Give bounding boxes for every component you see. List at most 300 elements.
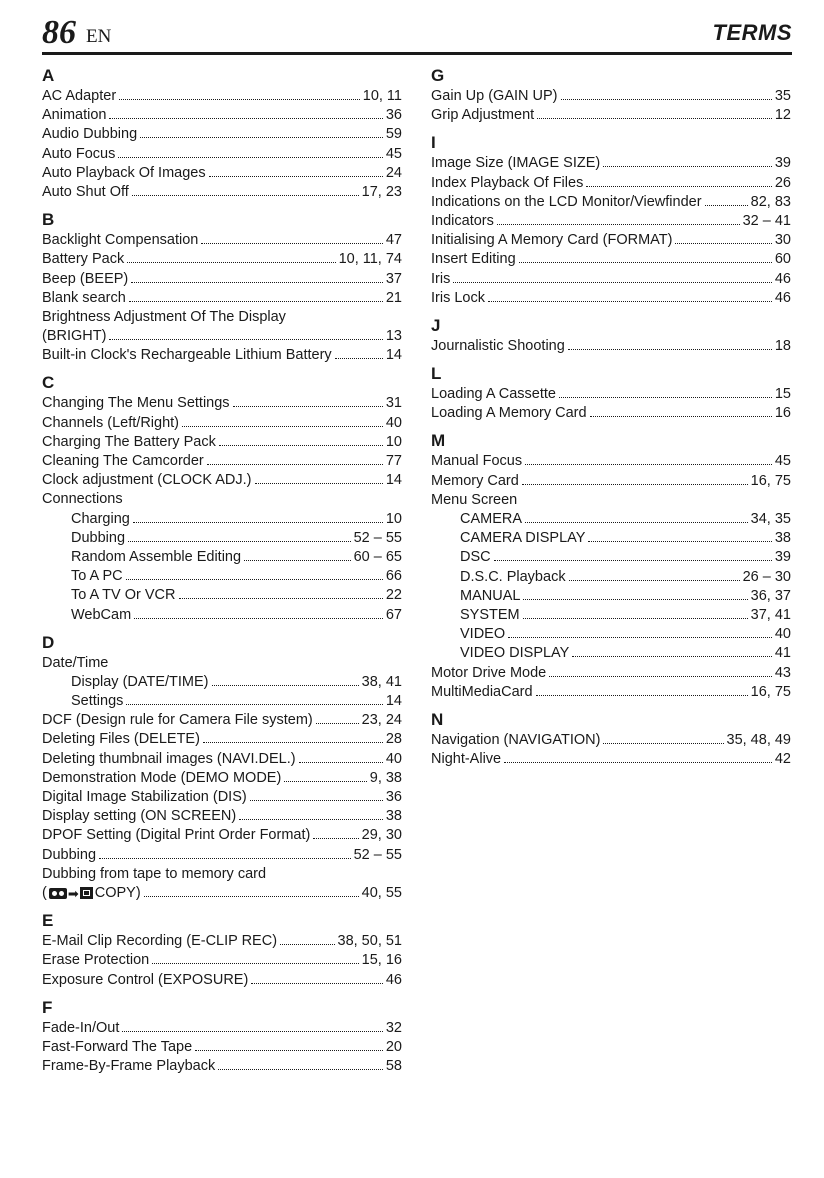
- entry-term: Fast-Forward The Tape: [42, 1038, 193, 1055]
- dot-leader: [195, 1046, 383, 1051]
- entry-pages: 46: [774, 289, 791, 306]
- entry-pages: 32 – 41: [742, 212, 791, 229]
- dot-leader: [561, 95, 772, 100]
- entry-pages: 16: [774, 405, 791, 422]
- dot-leader: [134, 614, 383, 619]
- index-entry: [42, 471, 402, 490]
- dot-leader: [207, 460, 383, 465]
- entry-pages: 30: [774, 232, 791, 249]
- entry-pages: 9, 38: [369, 769, 402, 786]
- dot-leader: [523, 595, 747, 600]
- index-entry: [42, 183, 402, 202]
- index-entry: [431, 212, 791, 231]
- entry-term: Gain Up (GAIN UP): [431, 88, 558, 104]
- dot-leader: [508, 633, 772, 638]
- index-entry: [431, 106, 791, 125]
- dot-leader: [675, 239, 771, 244]
- dot-leader: [133, 518, 383, 523]
- dot-leader: [280, 940, 334, 945]
- entry-term: Deleting Files (DELETE): [42, 731, 200, 748]
- index-entry: [42, 654, 402, 673]
- entry-term: Iris Lock: [431, 289, 485, 306]
- entry-term: Display setting (ON SCREEN): [42, 808, 237, 825]
- index-entry: [431, 250, 791, 269]
- entry-term: CAMERA DISPLAY: [460, 530, 586, 547]
- dot-leader: [129, 297, 383, 302]
- entry-term: Display (DATE/TIME): [71, 673, 209, 690]
- dot-leader: [453, 278, 772, 283]
- dot-leader: [233, 402, 383, 407]
- dot-leader: [536, 691, 748, 696]
- entry-pages: 39: [774, 155, 791, 172]
- index-entry: [431, 606, 791, 625]
- dot-leader: [251, 979, 383, 984]
- dot-leader: [144, 892, 359, 897]
- section-letter: E: [42, 911, 54, 931]
- entry-term: Grip Adjustment: [431, 107, 535, 124]
- dot-leader: [572, 652, 772, 657]
- dot-leader: [250, 796, 383, 801]
- dot-leader: [203, 738, 383, 743]
- dot-leader: [244, 556, 351, 561]
- index-entry: [42, 884, 402, 903]
- entry-term: Audio Dubbing: [42, 126, 138, 143]
- entry-term: Charging The Battery Pack: [42, 433, 216, 450]
- dot-leader: [494, 556, 772, 561]
- index-entry: [431, 452, 791, 471]
- index-entry: [42, 673, 402, 692]
- index-entry: [431, 529, 791, 548]
- entry-term: Indications on the LCD Monitor/Viewfinder: [431, 193, 702, 210]
- entry-term: D.S.C. Playback: [460, 568, 566, 585]
- entry-pages: 35: [774, 88, 791, 104]
- entry-pages: 41: [774, 645, 791, 662]
- entry-term: Initialising A Memory Card (FORMAT): [431, 232, 673, 249]
- index-column-right: [431, 64, 791, 769]
- dot-leader: [519, 258, 772, 263]
- dot-leader: [140, 133, 383, 138]
- entry-term: Demonstration Mode (DEMO MODE): [42, 769, 282, 786]
- dot-leader: [118, 153, 383, 158]
- dot-leader: [201, 239, 382, 244]
- index-entry: [431, 404, 791, 423]
- entry-term: Dubbing: [71, 529, 126, 546]
- entry-pages: 36, 37: [750, 587, 791, 604]
- section-letter: D: [42, 632, 55, 652]
- entry-pages: 36: [385, 789, 402, 805]
- index-entry: [42, 250, 402, 269]
- section-letter: L: [431, 364, 442, 384]
- entry-term: Auto Shut Off: [42, 183, 129, 200]
- entry-pages: 40: [385, 750, 402, 767]
- entry-term: Blank search: [42, 289, 126, 306]
- section-letter: B: [42, 210, 55, 230]
- entry-term: Animation: [42, 107, 107, 124]
- entry-term: Memory Card: [431, 472, 519, 489]
- index-entry: [42, 826, 402, 845]
- index-entry: [431, 231, 791, 250]
- dot-leader: [335, 354, 383, 359]
- dot-leader: [537, 114, 772, 119]
- entry-term: Image Size (IMAGE SIZE): [431, 155, 601, 172]
- entry-pages: 38: [385, 808, 402, 825]
- index-entry: [42, 414, 402, 433]
- dot-leader: [119, 95, 360, 100]
- entry-term: To A PC: [71, 568, 123, 585]
- section-letter: A: [42, 66, 55, 85]
- entry-term: Deleting thumbnail images (NAVI.DEL.): [42, 750, 296, 767]
- index-entry: [431, 270, 791, 289]
- entry-pages: 38, 41: [361, 673, 402, 690]
- index-entry: [431, 154, 791, 173]
- entry-pages: 36: [385, 107, 402, 124]
- entry-pages: 46: [385, 971, 402, 988]
- memory-card-icon: [80, 887, 93, 899]
- dot-leader: [122, 1027, 382, 1032]
- dot-leader: [126, 575, 383, 580]
- index-entry: [431, 587, 791, 606]
- entry-term: Loading A Memory Card: [431, 405, 587, 422]
- index-entry: [42, 490, 402, 509]
- index-entry: [42, 231, 402, 250]
- index-entry: [431, 491, 791, 510]
- index-entry: [42, 769, 402, 788]
- entry-pages: 45: [385, 145, 402, 162]
- dot-leader: [109, 114, 382, 119]
- entry-pages: 66: [385, 568, 402, 585]
- dot-leader: [179, 594, 383, 599]
- dot-leader: [705, 201, 748, 206]
- entry-term: E-Mail Clip Recording (E-CLIP REC): [42, 933, 278, 950]
- entry-pages: 14: [385, 472, 402, 489]
- entry-term: Dubbing from tape to memory card: [42, 865, 267, 882]
- index-entry: [42, 1019, 402, 1038]
- entry-term: Date/Time: [42, 654, 109, 671]
- index-entry: [42, 164, 402, 183]
- entry-pages: 39: [774, 549, 791, 566]
- entry-pages: 22: [385, 587, 402, 604]
- entry-pages: 20: [385, 1038, 402, 1055]
- section-letter: M: [431, 431, 446, 451]
- entry-pages: 67: [385, 606, 402, 623]
- entry-pages: 47: [385, 232, 402, 249]
- section-letter: G: [431, 66, 445, 85]
- entry-term: DSC: [460, 549, 491, 566]
- dot-leader: [603, 162, 772, 167]
- entry-pages: 26: [774, 174, 791, 191]
- index-entry: [42, 270, 402, 289]
- entry-term: Beep (BEEP): [42, 270, 129, 287]
- entry-term: VIDEO: [460, 626, 506, 643]
- dot-leader: [586, 182, 772, 187]
- dot-leader: [212, 681, 359, 686]
- language-code: EN: [86, 26, 112, 47]
- index-entry: [431, 683, 791, 702]
- dot-leader: [488, 297, 772, 302]
- entry-term: WebCam: [71, 606, 132, 623]
- entry-term: AC Adapter: [42, 88, 117, 104]
- index-entry: [42, 750, 402, 769]
- entry-pages: 24: [385, 164, 402, 181]
- index-entry: [431, 750, 791, 769]
- index-entry: [42, 692, 402, 711]
- index-entry: [42, 510, 402, 529]
- entry-term: [42, 884, 141, 903]
- dot-leader: [109, 335, 382, 340]
- index-entry: [42, 730, 402, 749]
- index-entry: [42, 932, 402, 951]
- index-entry: [431, 174, 791, 193]
- dot-leader: [549, 672, 772, 677]
- dot-leader: [131, 278, 383, 283]
- entry-term: (BRIGHT): [42, 328, 107, 345]
- entry-term: Journalistic Shooting: [431, 337, 565, 354]
- dot-leader: [523, 614, 748, 619]
- cassette-icon: [49, 888, 67, 899]
- index-entry: [42, 327, 402, 346]
- entry-pages: 40, 55: [361, 884, 402, 901]
- dot-leader: [316, 719, 359, 724]
- dot-leader: [126, 700, 382, 705]
- index-entry: [42, 452, 402, 471]
- dot-leader: [313, 834, 358, 839]
- dot-leader: [497, 220, 740, 225]
- entry-term: Random Assemble Editing: [71, 548, 242, 565]
- index-entry: [42, 788, 402, 807]
- entry-term: Charging: [71, 510, 130, 527]
- entry-pages: 60: [774, 251, 791, 268]
- index-entry: [42, 1057, 402, 1076]
- page-header: [42, 14, 792, 55]
- index-entry: [42, 846, 402, 865]
- dot-leader: [525, 518, 748, 523]
- index-entry: [42, 606, 402, 625]
- entry-term: SYSTEM: [460, 606, 520, 623]
- index-entry: [431, 548, 791, 567]
- index-entry: [42, 548, 402, 567]
- entry-pages: 52 – 55: [353, 529, 402, 546]
- entry-term: Motor Drive Mode: [431, 664, 547, 681]
- dot-leader: [590, 412, 772, 417]
- dot-leader: [559, 393, 772, 398]
- section-letter: J: [431, 315, 441, 335]
- arrow-right-icon: ➡: [67, 885, 79, 901]
- index-entry: [42, 529, 402, 548]
- index-entry: [431, 625, 791, 644]
- entry-pages: 16, 75: [750, 472, 791, 489]
- entry-pages: 10: [385, 433, 402, 450]
- index-entry: [431, 289, 791, 308]
- dot-leader: [127, 258, 335, 263]
- entry-pages: 35, 48, 49: [726, 731, 791, 748]
- dot-leader: [569, 576, 740, 581]
- index-entry: [42, 971, 402, 990]
- index-entry: [42, 586, 402, 605]
- entry-pages: 40: [385, 414, 402, 431]
- entry-pages: 31: [385, 395, 402, 412]
- entry-pages: 45: [774, 453, 791, 470]
- entry-term: Frame-By-Frame Playback: [42, 1058, 216, 1075]
- dot-leader: [239, 815, 383, 820]
- entry-pages: 38, 50, 51: [337, 933, 402, 950]
- entry-term: Clock adjustment (CLOCK ADJ.): [42, 472, 252, 489]
- entry-pages: 38: [774, 530, 791, 547]
- entry-pages: 26 – 30: [742, 568, 791, 585]
- entry-term: MANUAL: [460, 587, 521, 604]
- index-entry: [42, 865, 402, 884]
- dot-leader: [152, 959, 358, 964]
- index-entry: [42, 807, 402, 826]
- entry-pages: 77: [385, 453, 402, 469]
- entry-pages: 40: [774, 626, 791, 643]
- dot-leader: [504, 758, 772, 763]
- entry-pages: 37: [385, 270, 402, 287]
- index-entry: [42, 567, 402, 586]
- index-column-left: [42, 64, 402, 1076]
- index-entry: [42, 433, 402, 452]
- entry-term: Digital Image Stabilization (DIS): [42, 789, 247, 805]
- tape-to-card-icon: [49, 887, 93, 899]
- entry-pages: 10, 11, 74: [338, 251, 402, 268]
- index-entry: [431, 731, 791, 750]
- index-entry: [431, 568, 791, 587]
- entry-term: Navigation (NAVIGATION): [431, 731, 601, 748]
- entry-term: To A TV Or VCR: [71, 587, 176, 604]
- dot-leader: [255, 479, 383, 484]
- dot-leader: [99, 854, 351, 859]
- entry-pages: 14: [385, 347, 402, 364]
- dot-leader: [588, 537, 771, 542]
- entry-term: MultiMediaCard: [431, 683, 533, 700]
- entry-term: Settings: [71, 693, 124, 710]
- entry-pages: 28: [385, 731, 402, 748]
- entry-term: Dubbing: [42, 846, 97, 863]
- index-entry: [42, 1038, 402, 1057]
- entry-pages: 10: [385, 510, 402, 527]
- entry-term: Auto Focus: [42, 145, 116, 162]
- entry-term: Exposure Control (EXPOSURE): [42, 971, 249, 988]
- entry-pages: 59: [385, 126, 402, 143]
- dot-leader: [218, 1065, 383, 1070]
- entry-pages: 37, 41: [750, 606, 791, 623]
- entry-term: Built-in Clock's Rechargeable Lithium Battery: [42, 347, 332, 364]
- entry-pages: 52 – 55: [353, 846, 402, 863]
- entry-term: Brightness Adjustment Of The Display: [42, 308, 286, 325]
- index-entry: [431, 337, 791, 356]
- dot-leader: [219, 441, 383, 446]
- entry-term: Auto Playback Of Images: [42, 164, 206, 181]
- entry-pages: 12: [774, 107, 791, 124]
- dot-leader: [568, 345, 772, 350]
- index-entry: [431, 644, 791, 663]
- entry-pages: 10, 11: [362, 88, 402, 104]
- entry-pages: 32: [385, 1019, 402, 1036]
- entry-term: Connections: [42, 491, 123, 508]
- index-entry: [431, 193, 791, 212]
- entry-term: Battery Pack: [42, 251, 125, 268]
- entry-term: Index Playback Of Files: [431, 174, 584, 191]
- entry-term: Channels (Left/Right): [42, 414, 180, 431]
- index-entry: [431, 385, 791, 404]
- page-number: 86: [42, 14, 76, 51]
- entry-pages: 18: [774, 337, 791, 354]
- entry-pages: 29, 30: [361, 827, 402, 844]
- index-entry: [431, 87, 791, 106]
- index-entry: [42, 711, 402, 730]
- entry-pages: 42: [774, 751, 791, 768]
- entry-term: DPOF Setting (Digital Print Order Format): [42, 827, 311, 844]
- entry-pages: 21: [385, 289, 402, 306]
- entry-term: Menu Screen: [431, 491, 518, 508]
- section-letter: N: [431, 709, 444, 729]
- entry-term: Cleaning The Camcorder: [42, 453, 204, 469]
- entry-term: Fade-In/Out: [42, 1019, 120, 1036]
- entry-pages: 60 – 65: [353, 548, 402, 565]
- entry-term: Erase Protection: [42, 952, 150, 969]
- dot-leader: [209, 172, 383, 177]
- entry-term: Indicators: [431, 212, 494, 229]
- entry-pages: 34, 35: [750, 511, 791, 527]
- dot-leader: [128, 537, 351, 542]
- index-entry: [431, 664, 791, 683]
- entry-pages: 14: [385, 693, 402, 710]
- entry-pages: 13: [385, 328, 402, 345]
- entry-term: Changing The Menu Settings: [42, 395, 230, 412]
- index-entry: [42, 346, 402, 365]
- dot-leader: [525, 460, 772, 465]
- entry-term-text: COPY): [94, 884, 141, 901]
- index-entry: [42, 125, 402, 144]
- index-entry: [431, 510, 791, 529]
- index-entry: [42, 106, 402, 125]
- entry-pages: 17, 23: [361, 183, 402, 200]
- entry-term: Manual Focus: [431, 453, 523, 470]
- entry-pages: 58: [385, 1058, 402, 1075]
- index-entry: [42, 87, 402, 106]
- dot-leader: [522, 480, 748, 485]
- dot-leader: [284, 777, 366, 782]
- dot-leader: [603, 739, 723, 744]
- entry-term: Backlight Compensation: [42, 232, 199, 249]
- entry-pages: 23, 24: [361, 712, 402, 729]
- entry-pages: 16, 75: [750, 683, 791, 700]
- entry-pages: 43: [774, 664, 791, 681]
- section-letter: C: [42, 373, 55, 393]
- index-entry: [431, 472, 791, 491]
- index-entry: [42, 289, 402, 308]
- section-title: TERMS: [712, 20, 792, 45]
- entry-term: CAMERA: [460, 511, 523, 527]
- section-letter: I: [431, 133, 436, 153]
- entry-pages: 15, 16: [361, 952, 402, 969]
- entry-term-prefix: (: [42, 884, 47, 901]
- entry-pages: 15: [774, 386, 791, 403]
- dot-leader: [182, 422, 383, 427]
- index-entry: [42, 951, 402, 970]
- entry-pages: 46: [774, 270, 791, 287]
- entry-term: VIDEO DISPLAY: [460, 645, 570, 662]
- entry-pages: 82, 83: [750, 193, 791, 210]
- dot-leader: [132, 191, 359, 196]
- entry-term: DCF (Design rule for Camera File system): [42, 712, 313, 729]
- entry-term: Insert Editing: [431, 251, 516, 268]
- dot-leader: [299, 758, 383, 763]
- index-entry: [42, 308, 402, 327]
- index-entry: [42, 394, 402, 413]
- index-entry: [42, 145, 402, 164]
- entry-term: Loading A Cassette: [431, 386, 556, 403]
- section-letter: F: [42, 997, 53, 1017]
